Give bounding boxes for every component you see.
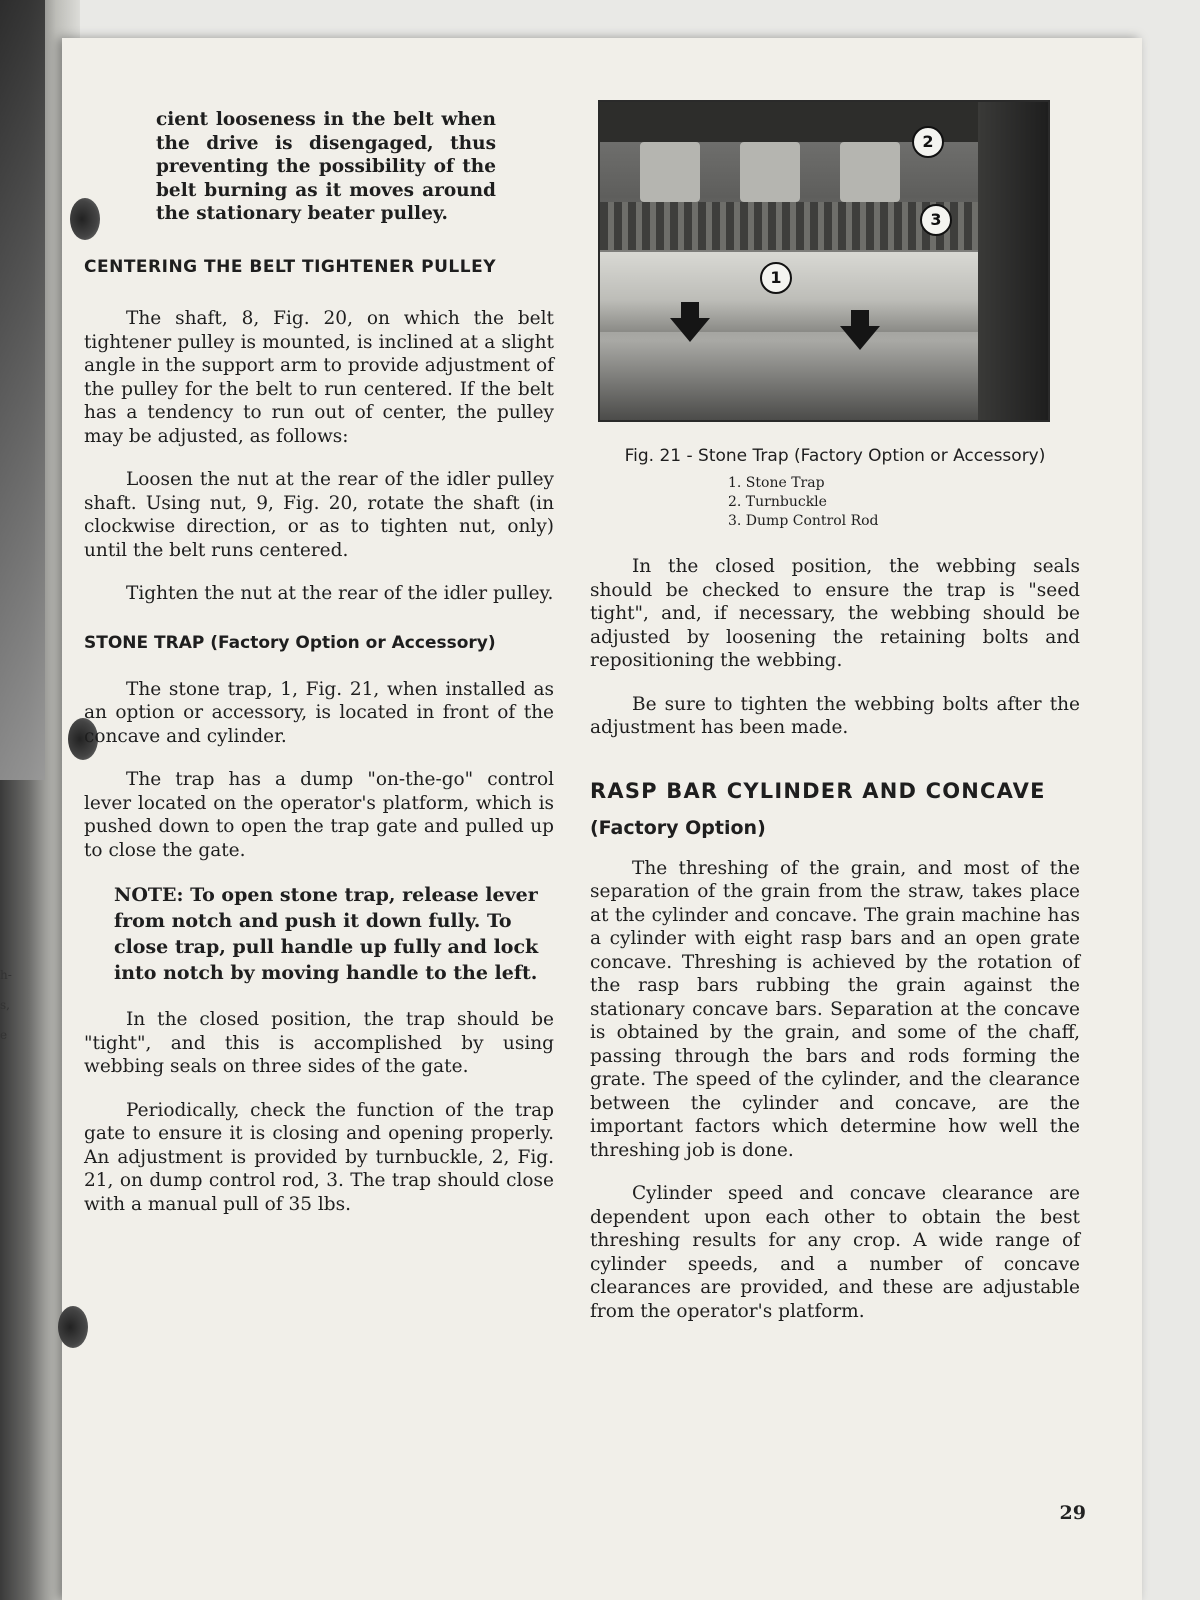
stone-paragraph-1: The stone trap, 1, Fig. 21, when installed as an option or accessory, is located in front of the concave and cylinder.	[84, 678, 554, 747]
binder-hole	[58, 1306, 88, 1348]
down-arrow-icon	[670, 318, 710, 342]
stone-paragraph-2: The trap has a dump "on-the-go" control lever located on the operator's platform, which is pushed down to open the trap gate and pulled up to close the gate.	[84, 769, 554, 861]
figure-legend	[728, 474, 1080, 531]
stone-paragraph-3: In the closed position, the trap should be "tight", and this is accomplished by using webbing seals on three sides of the gate.	[84, 1009, 554, 1077]
callout-2: 2	[912, 126, 944, 158]
previous-page-edge	[0, 0, 45, 780]
note-paragraph: NOTE: To open stone trap, release lever from notch and push it down fully. To close trap, pull handle up fully and lock into notch by moving handle to the left.	[114, 884, 539, 984]
belt-paragraph-2: Loosen the nut at the rear of the idler pulley shaft. Using nut, 9, Fig. 20, rotate the shaft (in clockwise direction, or as to tighten nut, only) until the belt runs centered.	[84, 469, 554, 561]
figure-caption: Fig. 21 - Stone Trap (Factory Option or Accessory)	[624, 446, 1046, 466]
heading-stone-trap: STONE TRAP (Factory Option or Accessory)	[84, 632, 496, 653]
down-arrow-icon	[840, 326, 880, 350]
stone-trap-photo	[598, 100, 1050, 422]
rasp-paragraph-1: The threshing of the grain, and most of the separation of the grain from the straw, takes place at the cylinder and concave. The grain machine has a cylinder with eight rasp bars and an open grate concave. Threshing is achieved by the rotation of the rasp bars rubbing the grain against the stationary concave bars. Separation at the concave is obtained by the grain, and some of the chaff, passing through the bars and rods forming the grate. The speed of the cylinder, and the clearance between the cylinder and concave, are the important factors which determine how well the threshing job is done.	[590, 857, 1080, 1161]
spine-text-fragments	[0, 960, 12, 1050]
legend-item: 1. Stone Trap	[728, 475, 825, 491]
spine-fragment: s,	[0, 998, 10, 1012]
webbing-paragraph-2: Be sure to tighten the webbing bolts after the adjustment has been made.	[590, 693, 1080, 738]
heading-rasp-bar: RASP BAR CYLINDER AND CONCAVE	[590, 778, 1046, 803]
belt-paragraph-1: The shaft, 8, Fig. 20, on which the belt tightener pulley is mounted, is inclined at a slight angle in the support arm to provide adjustment of the pulley for the belt to run centered. If the belt has a tendency to run out of center, the pulley may be adjusted, as follows:	[84, 308, 554, 447]
webbing-paragraph-1: In the closed position, the webbing seals should be checked to ensure the trap is "seed tight", and, if necessary, the webbing should be adjusted by loosening the retaining bolts and repositioning the webbing.	[590, 556, 1080, 671]
callout-1: 1	[760, 262, 792, 294]
photo-bracket	[840, 142, 900, 202]
spine-fragment: h-	[0, 968, 12, 982]
photo-bracket	[740, 142, 800, 202]
photo-trap-gate	[600, 252, 980, 332]
photo-side-frame	[978, 102, 1048, 420]
manual-page	[62, 38, 1142, 1600]
spine-fragment: e	[0, 1028, 8, 1042]
rasp-paragraph-2: Cylinder speed and concave clearance are dependent upon each other to obtain the best threshing results for any crop. A wide range of cylinder speeds, and a number of concave clearances are provided, and these are adjustable from the operator's platform.	[590, 1183, 1080, 1322]
callout-3: 3	[920, 204, 952, 236]
stone-paragraph-4: Periodically, check the function of the trap gate to ensure it is closing and opening properly. An adjustment is provided by turnbuckle, 2, Fig. 21, on dump control rod, 3. The trap should close with a manual pull of 35 lbs.	[84, 1099, 554, 1215]
photo-bracket	[640, 142, 700, 202]
intro-paragraph: cient looseness in the belt when the drive is disengaged, thus preventing the possibility of the belt burning as it moves around the stationary beater pulley.	[156, 109, 496, 224]
heading-belt-tightener: CENTERING THE BELT TIGHTENER PULLEY	[84, 256, 497, 277]
legend-item: 3. Dump Control Rod	[728, 513, 879, 529]
page-number: 29	[1059, 1502, 1086, 1524]
left-column	[84, 108, 554, 1236]
legend-item: 2. Turnbuckle	[728, 494, 827, 510]
belt-paragraph-3: Tighten the nut at the rear of the idler pulley.	[126, 583, 554, 604]
heading-rasp-bar-sub: (Factory Option)	[590, 817, 766, 839]
right-column	[590, 100, 1080, 1343]
